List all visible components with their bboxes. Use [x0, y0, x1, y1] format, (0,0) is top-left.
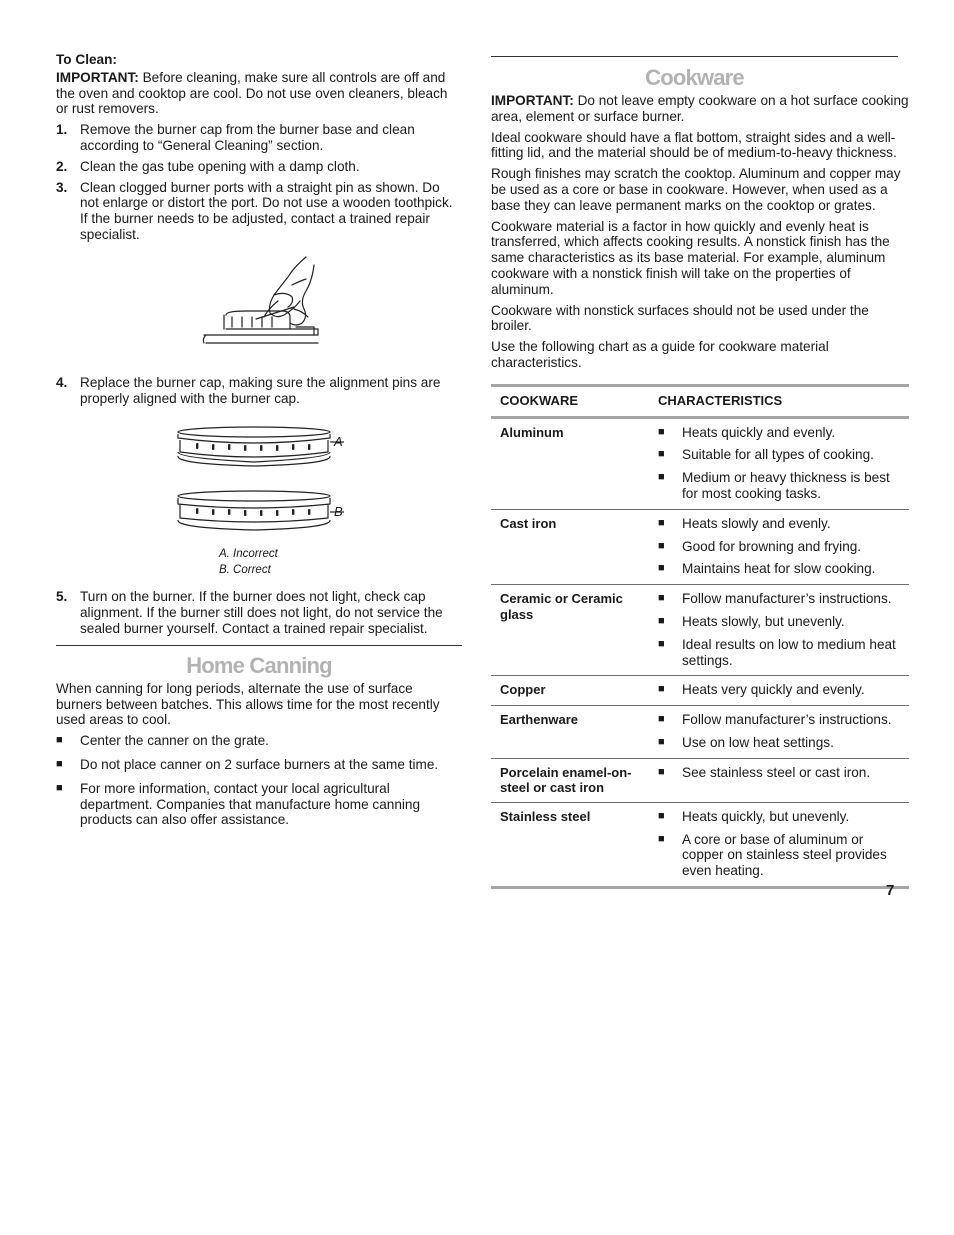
characteristic-item [658, 539, 900, 555]
cookware-paragraph: Rough finishes may scratch the cooktop. Aluminum and copper may be used as a core or base in cookware. However, when used as a base they can leave permanent marks on the cooktop or grates. [491, 166, 901, 213]
to-clean-important [56, 70, 462, 117]
square-bullet-icon: ■ [658, 562, 665, 575]
characteristic-text: Heats slowly and evenly. [682, 515, 831, 531]
list-item-text: Do not place canner on 2 surface burners at the same time. [80, 756, 439, 772]
characteristics-cell [649, 706, 909, 759]
cookware-paragraph: Use the following chart as a guide for cookware material characteristics. [491, 339, 829, 370]
table-header-row [491, 385, 909, 417]
step-text: Clean clogged burner ports with a straight pin as shown. Do not enlarge or distort the port. Do not use a wooden toothpick. If the burner needs to be adjusted, contact a trained repair specialist. [80, 179, 453, 242]
square-bullet-icon: ■ [658, 471, 665, 484]
step-text: Clean the gas tube opening with a damp cloth. [80, 158, 360, 174]
characteristic-text: A core or base of aluminum or copper on stainless steel provides even heating. [682, 831, 887, 879]
right-column [491, 56, 909, 889]
characteristic-item [658, 765, 900, 781]
cleaning-steps-continued [56, 375, 462, 407]
cookware-paragraph: Ideal cookware should have a flat bottom, straight sides and a well-fitting lid, and the material should be of medium-to-heavy thickness. [491, 129, 897, 161]
burner-port-cleaning-illustration [56, 251, 462, 373]
table-row [491, 585, 909, 676]
characteristic-item [658, 809, 900, 825]
square-bullet-icon: ■ [658, 614, 665, 627]
square-bullet-icon: ■ [658, 735, 665, 748]
characteristic-item [658, 516, 900, 532]
characteristic-item [658, 682, 900, 698]
step-number: 4. [56, 374, 68, 390]
characteristics-cell [649, 802, 909, 887]
step-1 [56, 122, 462, 154]
page-number: 7 [886, 882, 895, 899]
column-header-characteristics: CHARACTERISTICS [649, 385, 909, 417]
table-row [491, 802, 909, 887]
figure-label-b: B [334, 504, 343, 520]
section-divider [491, 56, 898, 57]
square-bullet-icon: ■ [658, 637, 665, 650]
square-bullet-icon: ■ [658, 765, 665, 778]
characteristics-cell [649, 509, 909, 584]
square-bullet-icon: ■ [658, 448, 665, 461]
characteristics-cell [649, 417, 909, 509]
characteristics-cell [649, 758, 909, 802]
square-bullet-icon: ■ [658, 539, 665, 552]
characteristic-item [658, 591, 900, 607]
square-bullet-icon: ■ [658, 809, 665, 822]
cookware-characteristics-table [491, 384, 909, 889]
important-text: Do not leave empty cookware on a hot surface cooking area, element or surface burner. [491, 93, 909, 124]
list-item [56, 757, 462, 773]
column-header-cookware: COOKWARE [491, 385, 649, 417]
cookware-paragraph: Cookware material is a factor in how quickly and evenly heat is transferred, which affects cooking results. A nonstick finish has the same characteristics as its base material. For example, aluminum cookware with a nonstick finish will take on the properties of aluminum. [491, 218, 890, 297]
characteristic-item [658, 470, 900, 502]
characteristic-item [658, 832, 900, 879]
square-bullet-icon: ■ [658, 592, 665, 605]
characteristic-text: Good for browning and frying. [682, 538, 862, 554]
hand-cleaning-burner-drawing [56, 251, 462, 373]
characteristic-item [658, 735, 900, 751]
square-bullet-icon: ■ [56, 734, 63, 747]
step-2 [56, 159, 462, 175]
characteristic-text: Heats quickly, but unevenly. [682, 808, 850, 824]
step-number: 2. [56, 158, 68, 174]
step-text: Replace the burner cap, making sure the alignment pins are properly aligned with the burner cap. [80, 374, 441, 406]
table-row [491, 509, 909, 584]
characteristic-text: Maintains heat for slow cooking. [682, 561, 876, 577]
cookware-important [491, 93, 909, 125]
square-bullet-icon: ■ [658, 516, 665, 529]
cookware-name: Copper [491, 676, 649, 706]
table-row [491, 706, 909, 759]
cleaning-steps [56, 122, 462, 243]
characteristic-item [658, 637, 900, 669]
square-bullet-icon: ■ [658, 425, 665, 438]
characteristic-item [658, 614, 900, 630]
cleaning-steps-final [56, 589, 462, 636]
step-text: Remove the burner cap from the burner base and clean according to “General Cleaning” section. [80, 122, 415, 153]
step-4 [56, 375, 462, 407]
characteristic-item [658, 425, 900, 441]
characteristic-text: Heats quickly and evenly. [682, 424, 836, 440]
square-bullet-icon: ■ [658, 713, 665, 726]
step-number: 1. [56, 122, 68, 138]
characteristic-text: Suitable for all types of cooking. [682, 447, 874, 463]
cookware-name: Cast iron [491, 509, 649, 584]
cookware-name: Ceramic or Ceramic glass [491, 585, 649, 676]
burner-cap-alignment-figure [56, 424, 462, 584]
important-label: IMPORTANT: [56, 69, 139, 85]
step-5 [56, 589, 462, 636]
step-3 [56, 180, 462, 243]
characteristic-item [658, 561, 900, 577]
table-row [491, 758, 909, 802]
list-item-text: Center the canner on the grate. [80, 733, 269, 749]
cookware-name: Earthenware [491, 706, 649, 759]
caption-incorrect: A. Incorrect [219, 548, 278, 561]
left-column [56, 52, 462, 836]
square-bullet-icon: ■ [56, 757, 63, 770]
home-canning-list [56, 733, 462, 828]
step-number: 3. [56, 179, 68, 195]
square-bullet-icon: ■ [658, 832, 665, 845]
table-row [491, 676, 909, 706]
caption-correct: B. Correct [219, 564, 271, 577]
characteristic-text: Heats slowly, but unevenly. [682, 613, 845, 629]
square-bullet-icon: ■ [658, 683, 665, 696]
to-clean-heading: To Clean: [56, 52, 117, 67]
section-divider [56, 645, 462, 646]
list-item [56, 781, 462, 828]
square-bullet-icon: ■ [56, 781, 63, 794]
characteristic-item [658, 447, 900, 463]
cookware-title: Cookware [645, 65, 744, 90]
characteristic-text: Ideal results on low to medium heat settings. [682, 636, 896, 668]
list-item [56, 733, 462, 749]
home-canning-intro: When canning for long periods, alternate the use of surface burners between batches. This allows time for the most recently used areas to cool. [56, 680, 440, 728]
important-text: Before cleaning, make sure all controls are off and the oven and cooktop are cool. Do not use oven cleaners, bleach or rust removers. [56, 69, 448, 117]
table-row [491, 417, 909, 509]
characteristic-text: Use on low heat settings. [682, 734, 834, 750]
step-number: 5. [56, 589, 68, 605]
characteristic-text: See stainless steel or cast iron. [682, 764, 871, 780]
cookware-paragraph: Cookware with nonstick surfaces should not be used under the broiler. [491, 302, 869, 334]
burner-cap-drawing [56, 424, 462, 544]
important-label: IMPORTANT: [491, 93, 574, 108]
characteristic-text: Follow manufacturer’s instructions. [682, 712, 892, 728]
cookware-name: Porcelain enamel-on-steel or cast iron [491, 758, 649, 802]
figure-label-a: A [334, 434, 343, 450]
characteristics-cell [649, 585, 909, 676]
home-canning-title: Home Canning [186, 652, 332, 678]
list-item-text: For more information, contact your local agricultural department. Companies that manufacture home canning products can also offer assistance. [80, 780, 421, 828]
characteristic-item [658, 712, 900, 728]
cookware-name: Aluminum [491, 417, 649, 509]
step-text: Turn on the burner. If the burner does not light, check cap alignment. If the burner still does not light, do not service the sealed burner yourself. Contact a trained repair specialist. [80, 589, 443, 636]
characteristics-cell [649, 676, 909, 706]
characteristic-text: Heats very quickly and evenly. [682, 682, 865, 698]
cookware-name: Stainless steel [491, 802, 649, 887]
characteristic-text: Follow manufacturer’s instructions. [682, 591, 892, 607]
characteristic-text: Medium or heavy thickness is best for most cooking tasks. [682, 470, 890, 501]
